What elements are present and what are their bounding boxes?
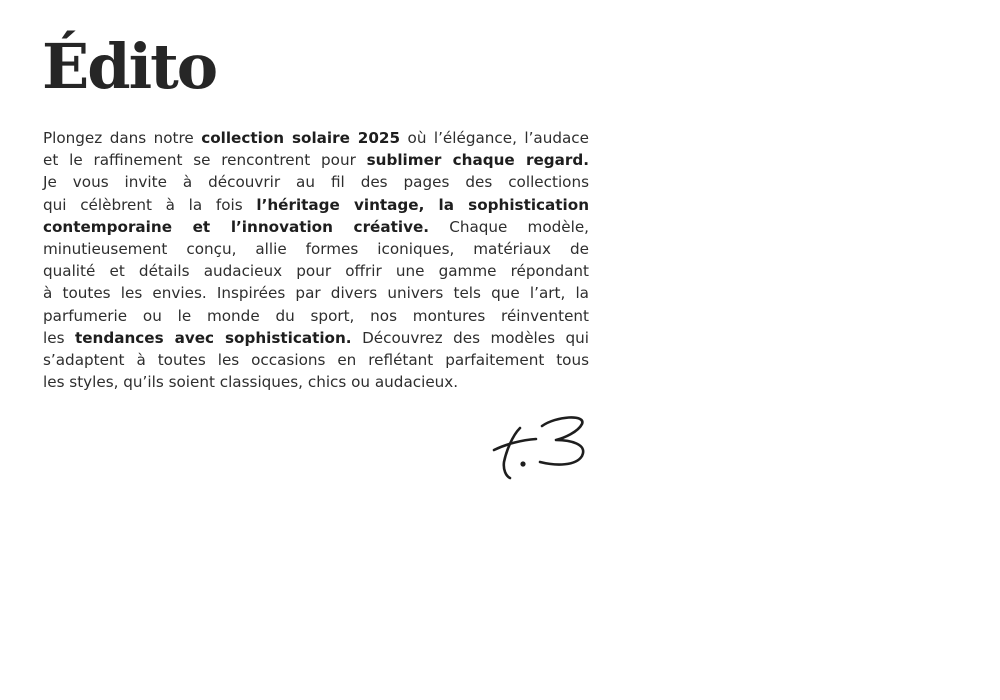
bold-text: tendances avec sophistication. bbox=[74, 328, 352, 347]
bold-text: sublimer chaque regard. bbox=[366, 151, 589, 170]
text: les styles, qu’ils soient classiques, chics ou audacieux. bbox=[43, 373, 459, 392]
handwritten-signature bbox=[490, 410, 590, 482]
text: parfumerie ou le monde du sport, nos montures réinventent bbox=[43, 306, 589, 325]
paragraph-line bbox=[43, 171, 589, 193]
text: Découvrez des modèles qui bbox=[351, 328, 589, 347]
edito-paragraph bbox=[43, 127, 589, 393]
paragraph-line bbox=[43, 371, 589, 393]
paragraph-line bbox=[43, 194, 589, 216]
bold-text: collection solaire 2025 bbox=[201, 129, 401, 147]
paragraph-line bbox=[43, 260, 589, 282]
text: minutieusement conçu, allie formes iconiques, matériaux de bbox=[43, 239, 589, 258]
text: Plongez dans notre bbox=[43, 129, 202, 147]
text: où l’élégance, l’audace bbox=[400, 129, 589, 147]
paragraph-line bbox=[43, 349, 589, 371]
paragraph-line bbox=[43, 216, 589, 238]
paragraph-line bbox=[43, 149, 589, 171]
paragraph-line bbox=[43, 238, 589, 260]
paragraph-line bbox=[43, 127, 589, 149]
text: qualité et détails audacieux pour offrir une gamme répondant bbox=[43, 262, 589, 281]
text: Chaque modèle, bbox=[429, 217, 590, 236]
page-title: Édito bbox=[42, 30, 217, 103]
text: les bbox=[43, 328, 75, 347]
text: s’adaptent à toutes les occasions en reflétant parfaitement tous bbox=[43, 350, 589, 369]
bold-text: l’héritage vintage, la sophistication bbox=[256, 195, 589, 214]
paragraph-line bbox=[43, 327, 589, 349]
text: qui célèbrent à la fois bbox=[43, 195, 257, 214]
text: à toutes les envies. Inspirées par divers univers tels que l’art, la bbox=[43, 284, 589, 303]
bold-text: contemporaine et l’innovation créative. bbox=[43, 217, 430, 236]
paragraph-line bbox=[43, 305, 589, 327]
text: et le raffinement se rencontrent pour bbox=[43, 151, 367, 170]
paragraph-line bbox=[43, 282, 589, 304]
text: Je vous invite à découvrir au fil des pages des collections bbox=[43, 173, 589, 192]
